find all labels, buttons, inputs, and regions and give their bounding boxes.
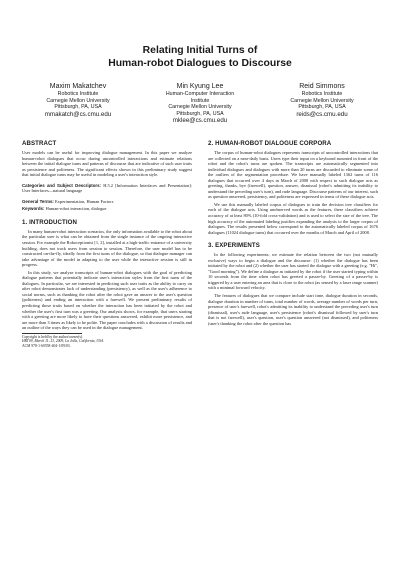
author-name: Reid Simmons	[299, 83, 345, 90]
author-city: Pittsburgh, PA, USA	[176, 110, 224, 117]
corpus-heading: 2. HUMAN-ROBOT DIALOGUE CORPORA	[208, 140, 332, 147]
author-univ: Carnegie Mellon University	[168, 104, 232, 111]
author-dept: Human-Computer Interaction	[165, 91, 235, 97]
author-email: reids@cs.cmu.edu	[296, 110, 348, 118]
corpus-paragraph-2: We use this manually labeled corpus of dialogues to train the decision tree classifiers for each of the dialogue acts. Using unobserved words as the features, these classifiers achieve accuracy of at least 80% (10-fold cross-validation) and is used to select the size of the tree. The high accuracy of the automated labeling justifies expanding the analysis to the larger corpus of dialogues. The results presented below correspond to the automatically labeled corpus of 1676 dialogues (11024 dialogue turns) that occurred over the months of March and April of 2008.	[208, 201, 378, 235]
corpus-paragraph-1: The corpus of human-robot dialogues represents transcripts of uncontrolled interactions that are collected on a near-daily basis. Users type their input on a keyboard mounted in front of the robot and the robot's turns are spoken. The transcripts are automatically segmented into individual dialogues and dialogues with more than 20 turns are discarded to eliminate some of the outliers of the segmentation procedure. We have manually labeled 1362 turns of 116 dialogues that occurred over 4 days in March of 2008 with respect to such dialogue acts as greeting, thanks, bye (farewell), question, answer, dismissal (robot's admitting its inability to understand the preceding user's turn), and rude language. Discourse patterns of our interest, such as question answered, persistency, and politeness are expressed in terms of these dialogue acts.	[208, 150, 378, 200]
author-univ: Carnegie Mellon University	[290, 97, 354, 104]
experiments-paragraph-2: The features of dialogues that we compare include start time, dialogue duration in seconds, dialogue duration in number of turns, total number of words, average number of words per turn, presence of user's farewell, robot's admitting its inability to understand the preceding user's turn (dismissal), user's rude language, user's persistence (robot's dismissal followed by user's turn that is not farewell), user's question, user's question answered (not dismissed), and politeness (user's thanking the robot after the question has	[208, 293, 378, 326]
intro-paragraph-1: In many human-robot interaction scenarios, the only information available to the robot about the particular user is what can be obtained from the single instance of the ongoing interactive session. For example the Roboceptionist [1, 2], installed at a high-traffic entrance of a university building, does not track users from session to session. Therefore, the user model has to be constructed on-the-fly, ideally from the first turns of the dialogue, so that dialogue manager can take advantage of the model in adapting to the user while the interactive session is still in progress.	[22, 228, 192, 268]
author-email: mmakatch@cs.cmu.edu	[44, 110, 112, 118]
title-line-1: Relating Initial Turns of	[142, 45, 258, 56]
abstract-text: User models can be useful for improving dialogue management. In this paper we analyze human-robot dialogues that occur during uncontrolled interactions and estimate relations between the initial dialogue turns and patterns of discourse that are indicative of such user traits as persistence and politeness. The significant effects shown in this preliminary study suggest that initial dialogue turns may be useful in modeling a user's interaction style.	[22, 150, 192, 178]
footnote-conference: HRI'09, March 11–13, 2009, La Jolla, California, USA.	[22, 339, 105, 344]
experiments-heading: 3. EXPERIMENTS	[208, 242, 260, 250]
author-dept: Robotics Institute	[57, 91, 99, 97]
author-email: mklee@cs.cmu.edu	[172, 117, 228, 125]
abstract-heading: ABSTRACT	[22, 140, 57, 147]
author-name: Maxim Makatchev	[49, 83, 107, 90]
intro-paragraph-2: In this study, we analyze transcripts of human-robot dialogues with the goal of predicting dialogue patterns that potentially indicate user's interaction styles from the first turns of the dialogues. In particular, we are interested in predicting such user traits as the ability to carry on after robot demonstrates lack of understanding (persistency), as well as the user's adherence to social norms, such as thanking the robot after the robot gave an answer to the user's question (politeness) and ending an interaction with a farewell. We present preliminary results of predicting those traits based on whether the interaction has been initiated by the robot and whether the user's first turn was a greeting. Our analysis shows, for example, that users starting with a greeting are more likely to have their questions answered, exhibit more persistence, and are more than 3 times as likely to be polite. The paper concludes with a discussion of results and an outline of the ways they can be used in the dialogue management.	[22, 269, 192, 331]
categories-text: H.5.2 [Information Interfaces and Presentation]: User Interfaces—natural language	[22, 182, 192, 194]
categories-line	[22, 183, 192, 194]
terms-label: General Terms:	[22, 198, 54, 204]
footnote-copyright: Copyright is held by the author/owner(s).	[22, 334, 84, 339]
left-column	[22, 140, 192, 348]
footnote	[22, 335, 192, 349]
author-city: Pittsburgh, PA, USA	[298, 104, 346, 111]
categories-label: Categories and Subject Descriptors:	[22, 182, 102, 188]
author-name: Min Kyung Lee	[176, 83, 224, 90]
paper-title	[20, 44, 380, 70]
intro-heading: 1. INTRODUCTION	[22, 218, 77, 226]
author-1	[22, 82, 134, 125]
keywords-text: Human-robot interaction, dialogue	[45, 206, 107, 212]
author-dept: Robotics Institute	[301, 91, 343, 97]
terms-line	[22, 199, 192, 205]
experiments-paragraph-1: In the following experiments, we estimate the relation between the two (not mutually exclusive) ways to begin a dialogue and the discourse: (1) whether the dialogue has been initiated by the robot and (2) whether the user has started the dialogue with a greeting (e.g. "Hi", "Good morning"). We define a dialogue as initiated by the robot if the user started typing within 10 seconds from the time when robot has greeted a passer-by. Greeting of a passer-by is triggered by a user entering an area that is close to the robot (as sensed by a laser range scanner) with a minimal forward velocity.	[208, 252, 378, 291]
author-dept-2: Institute	[190, 97, 210, 104]
footnote-rule	[22, 333, 82, 334]
terms-text: Experimentation, Human Factors	[55, 198, 114, 204]
right-column	[208, 140, 378, 328]
keywords-label: Keywords:	[22, 206, 45, 212]
author-univ: Carnegie Mellon University	[46, 97, 110, 104]
author-3	[266, 82, 378, 125]
title-line-2: Human-robot Dialogues to Discourse	[108, 58, 292, 69]
author-city: Pittsburgh, PA, USA	[54, 104, 102, 111]
footnote-acm: ACM 978-1-60558-404-1/09/03.	[22, 343, 71, 348]
author-2	[144, 82, 256, 125]
keywords-line	[22, 206, 192, 212]
author-block	[22, 82, 378, 125]
